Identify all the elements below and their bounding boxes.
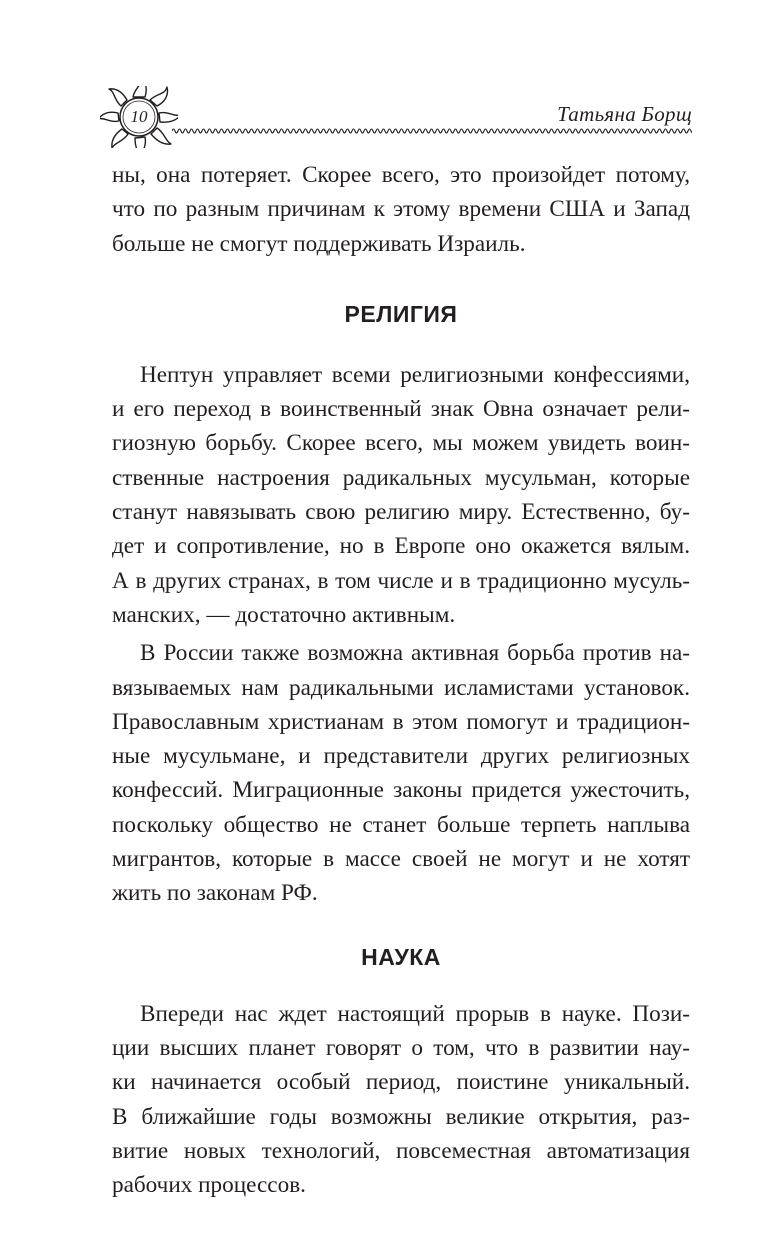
text-line: и его переход в воинственный знак Овна означает рели-: [112, 396, 690, 423]
text-line: станут навязывать свою религию миру. Естественно, бу-: [112, 499, 690, 526]
text-line: больше не смогут поддерживать Израиль.: [112, 230, 526, 257]
text-line: ции высших планет говорят о том, что в развитии нау-: [112, 1034, 690, 1061]
text-line: А в других странах, в том числе и в традиционно мусуль-: [112, 567, 690, 594]
wavy-divider: [172, 126, 692, 136]
running-head-author: Татьяна Борщ: [557, 102, 692, 126]
text-line: конфессий. Миграционные законы придется ужесточить,: [112, 777, 690, 804]
text-line: Православным христианам в этом помогут и традицион-: [112, 708, 690, 735]
text-line: витие новых технологий, повсеместная автоматизация: [112, 1137, 690, 1164]
text-line: вязываемых нам радикальными исламистами установок.: [112, 674, 690, 701]
page-header: [100, 86, 700, 146]
text-line: Впереди нас ждет настоящий прорыв в науке. Пози-: [140, 1000, 690, 1027]
text-line: гиозную борьбу. Скорее всего, мы можем увидеть воин-: [112, 430, 690, 457]
science-paragraph-1: [112, 997, 690, 1203]
text-line: рабочих процессов.: [112, 1172, 306, 1199]
text-line: В России также возможна активная борьба против на-: [140, 640, 690, 667]
text-line: В ближайшие годы возможны великие открытия, раз-: [112, 1103, 690, 1130]
text-line: дет и сопротивление, но в Европе оно окажется вялым.: [112, 533, 690, 560]
text-line: ственные настроения радикальных мусульман, которые: [112, 464, 690, 491]
text-line: что по разным причинам к этому времени США и Запад: [112, 196, 690, 223]
page-number: 10: [130, 107, 148, 126]
section-heading-religion: РЕЛИГИЯ: [344, 300, 458, 327]
text-line: ки начинается особый период, поистине уникальный.: [112, 1069, 690, 1096]
text-line: мигрантов, которые в массе своей не могут и не хотят: [112, 846, 690, 873]
text-line: жить по законам РФ.: [112, 880, 318, 907]
text-line: поскольку общество не станет больше терпеть наплыва: [112, 811, 690, 838]
religion-paragraph-2: [112, 636, 690, 910]
text-line: Нептун управляет всеми религиозными конфессиями,: [140, 361, 690, 388]
body-text: [112, 158, 690, 1202]
text-line: манских, — достаточно активным.: [112, 601, 456, 628]
section-heading-science: НАУКА: [361, 943, 441, 970]
continuation-paragraph: [112, 158, 690, 261]
text-line: ные мусульмане, и представители других религиозных: [112, 743, 690, 770]
text-line: ны, она потеряет. Скорее всего, это произойдет потому,: [112, 162, 690, 188]
religion-paragraph-1: [112, 358, 690, 632]
